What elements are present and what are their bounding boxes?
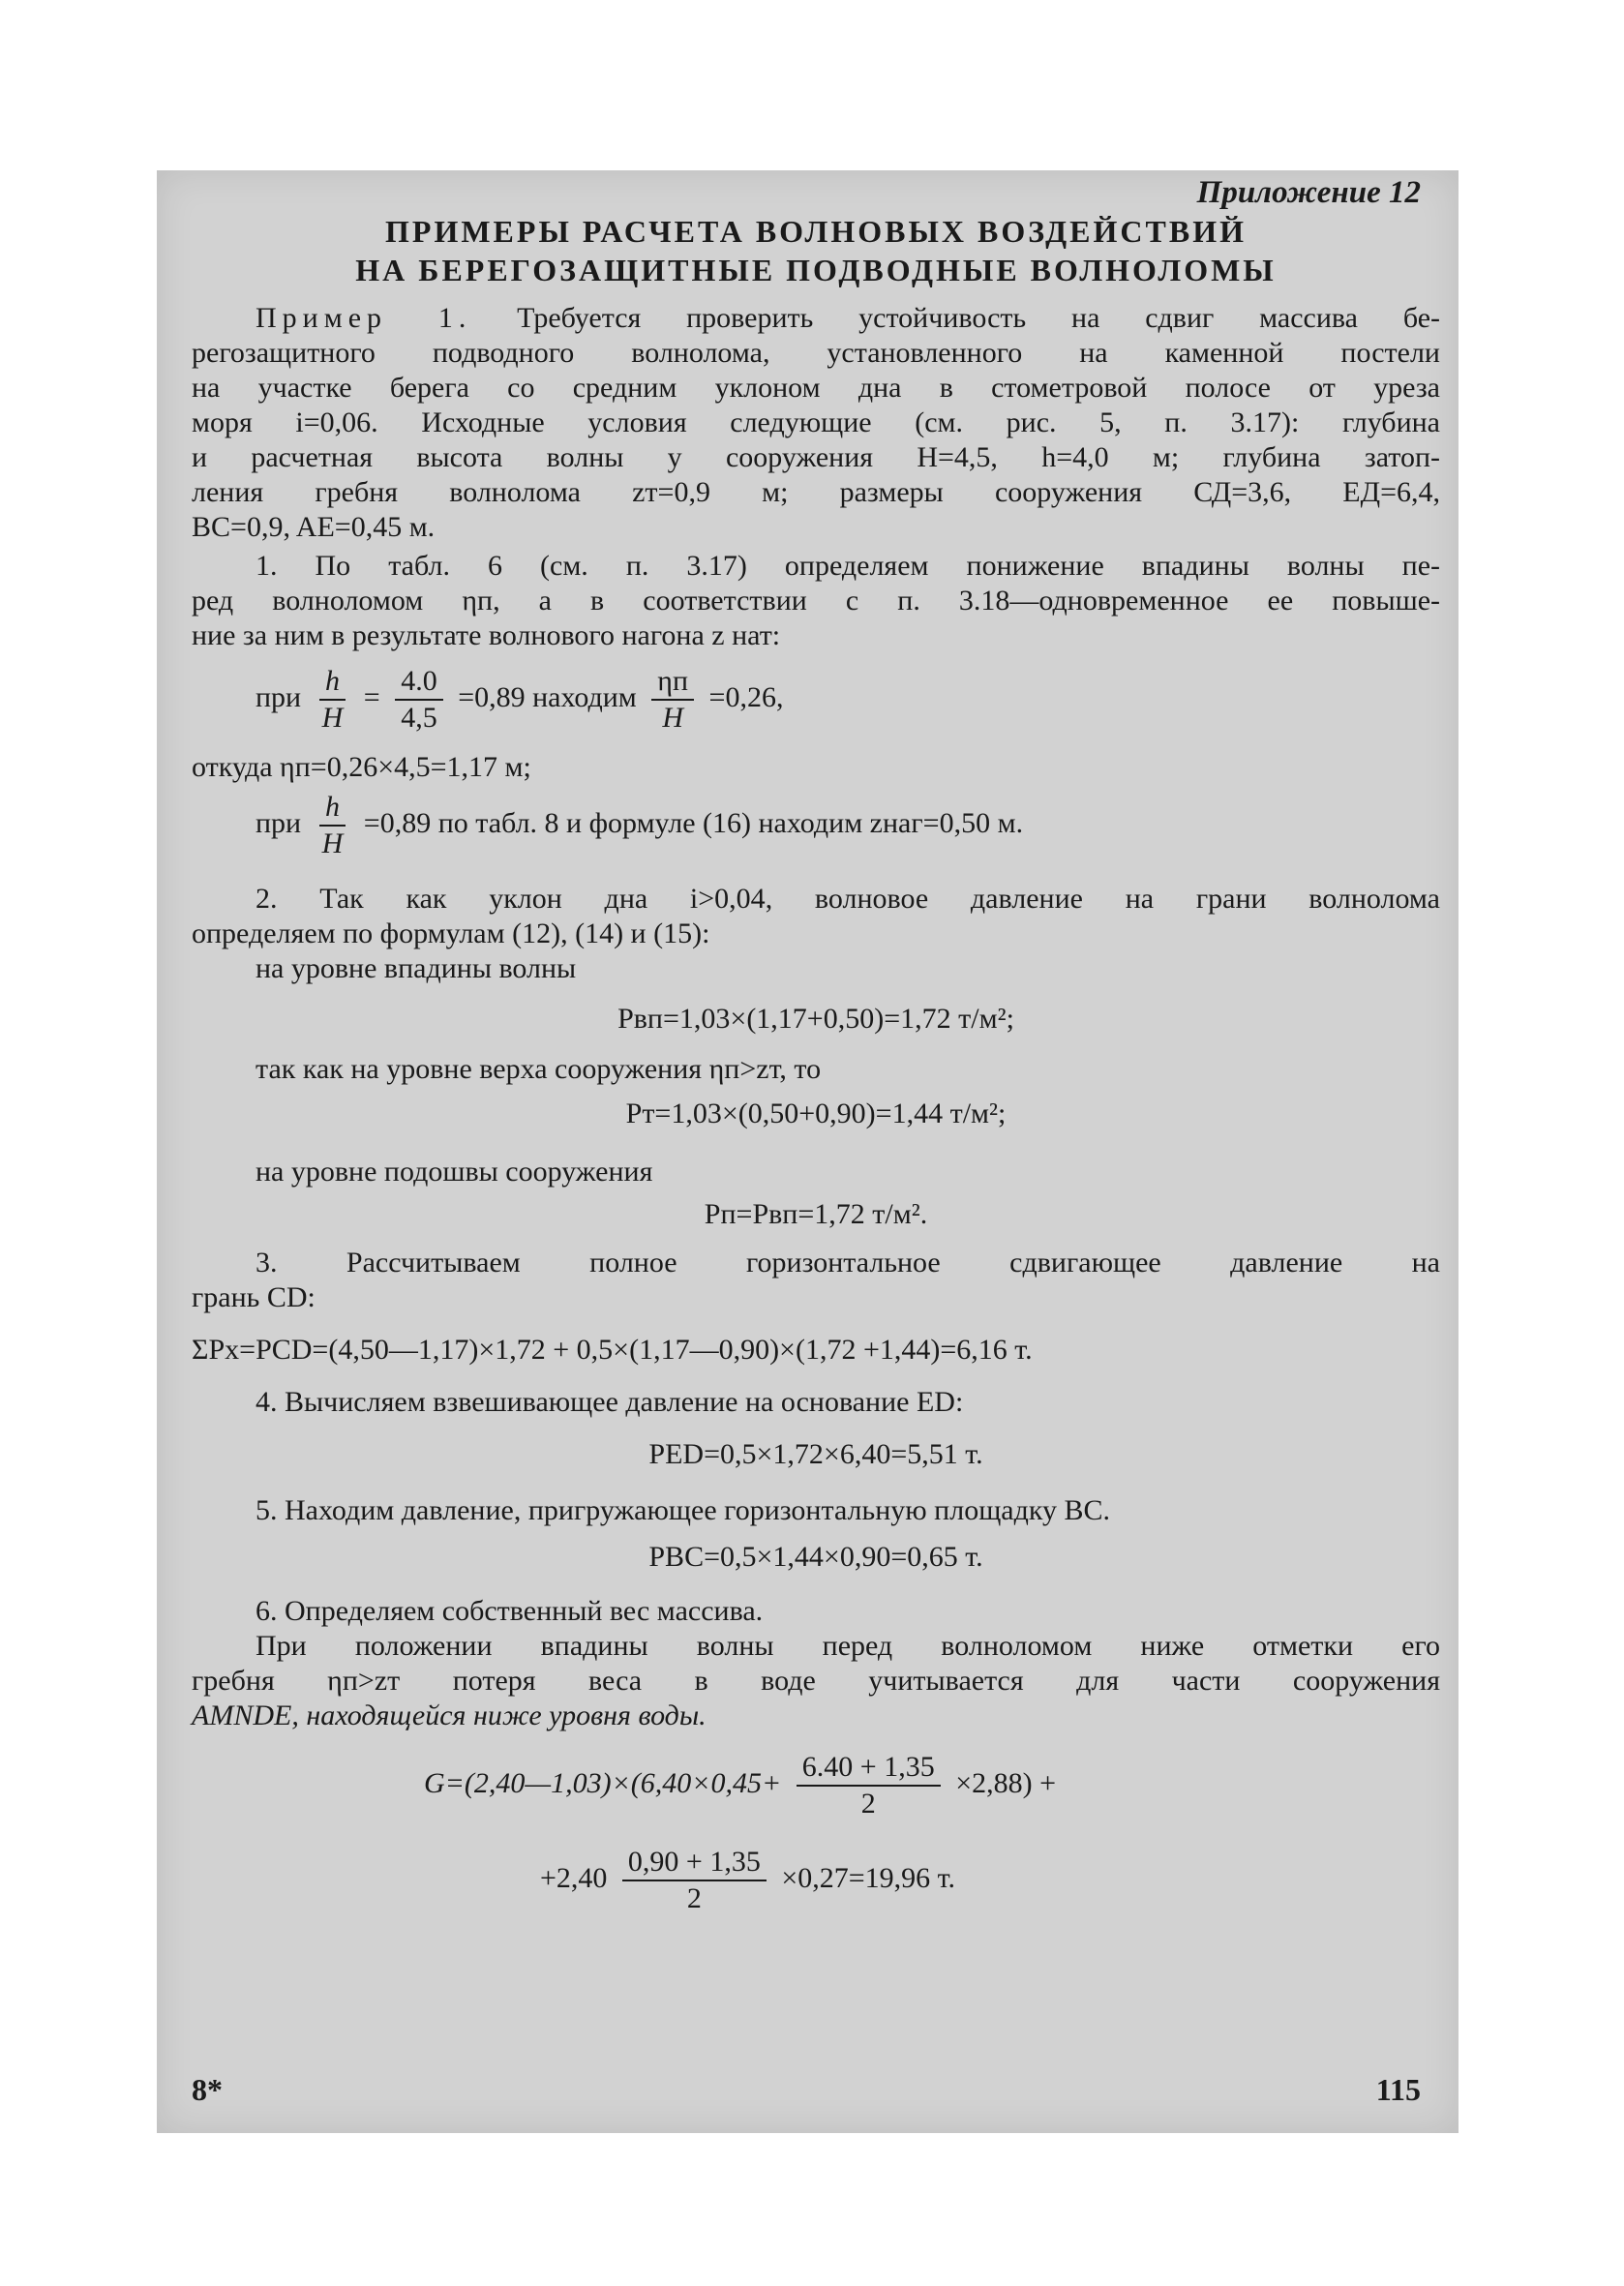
document-page <box>157 170 1459 2133</box>
step2-formula-2: Pт=1,03×(0,50+0,90)=1,44 т/м²; <box>625 1098 1007 1129</box>
step4-formula-1: PED=0,5×1,72×6,40=5,51 т. <box>648 1438 983 1470</box>
step1-line-1: 1. По табл. 6 (см. п. 3.17) определяем понижение впадины волны пе- <box>256 550 1440 582</box>
fraction-eta-over-H: $\frac{\eta п}{H}$ <box>651 664 694 736</box>
step1-formula-3: при $\frac{h}{H}$ =0,89 по табл. 8 и формуле (16) находим zнаг=0,50 м. <box>256 791 1024 859</box>
weight-formula-line-1: G=(2,40—1,03)×(6,40×0,45+ $\frac{6.40 + 1,35}{2}$ ×2,88) + <box>424 1751 1057 1820</box>
example-line-7: BC=0,9, AE=0,45 м. <box>192 511 436 543</box>
step2-line-3: на уровне впадины волны <box>256 952 577 984</box>
example-line-1: Пример 1. Требуется проверить устойчивость на сдвиг массива бе- <box>256 302 1440 334</box>
step2-text-3: на уровне подошвы сооружения <box>256 1156 653 1188</box>
fraction-h-over-H-2: $\frac{h}{H}$ <box>316 790 349 861</box>
step2-line-2: определяем по формулам (12), (14) и (15): <box>192 917 710 949</box>
example-line-6: ления гребня волнолома zт=0,9 м; размеры сооружения СД=3,6, ЕД=6,4, <box>192 476 1440 508</box>
signature-mark: 8* <box>192 2072 223 2107</box>
example-line-3: на участке берега со средним уклоном дна в стометровой полосе от уреза <box>192 372 1440 404</box>
step3-formula-1: ΣPx=PCD=(4,50—1,17)×1,72 + 0,5×(1,17—0,90)×(1,72 +1,44)=6,16 т. <box>192 1334 1033 1366</box>
step6-line-1: 6. Определяем собственный вес массива. <box>256 1595 764 1627</box>
fraction-values: $\frac{4.0}{4,5}$ <box>395 664 443 736</box>
step2-text-2: так как на уровне верха сооружения ηп>zт, то <box>256 1053 822 1085</box>
step1-formula-1: при $\frac{h}{H}$ = $\frac{4.0}{4,5}$ =0,89 находим $\frac{\eta п}{H}$ =0,26, <box>256 665 784 734</box>
step1-line-3: ние за ним в результате волнового нагона z нат: <box>192 619 781 651</box>
step6-line-3: гребня ηп>zт потеря веса в воде учитывается для части сооружения <box>192 1665 1440 1697</box>
fraction-g2: $\frac{0,90 + 1,35}{2}$ <box>622 1845 767 1916</box>
fraction-h-over-H: $\frac{h}{H}$ <box>316 664 349 736</box>
step6-line-2: При положении впадины волны перед волноломом ниже отметки его <box>256 1630 1440 1662</box>
step3-line-2: грань CD: <box>192 1281 316 1313</box>
appendix-label: Приложение 12 <box>1196 175 1421 210</box>
title-line-2: НА БЕРЕГОЗАЩИТНЫЕ ПОДВОДНЫЕ ВОЛНОЛОМЫ <box>355 253 1277 287</box>
step6-line-4: AMNDE, находящейся ниже уровня воды. <box>192 1699 707 1731</box>
example-label: Пример 1. <box>256 302 472 334</box>
step5-line: 5. Находим давление, пригружающее горизонтальную площадку BC. <box>256 1494 1111 1526</box>
step3-line-1: 3. Рассчитываем полное горизонтальное сдвигающее давление на <box>256 1247 1440 1278</box>
page-number: 115 <box>1375 2072 1421 2107</box>
example-line-4: моря i=0,06. Исходные условия следующие (см. рис. 5, п. 3.17): глубина <box>192 406 1440 438</box>
step2-formula-3: Pп=Pвп=1,72 т/м². <box>704 1198 928 1230</box>
step2-line-1: 2. Так как уклон дна i>0,04, волновое давление на грани волнолома <box>256 883 1440 915</box>
fraction-g1: $\frac{6.40 + 1,35}{2}$ <box>797 1750 941 1821</box>
weight-formula-line-2: +2,40 $\frac{0,90 + 1,35}{2}$ ×0,27=19,96 т. <box>540 1846 956 1914</box>
step1-formula-2: откуда ηп=0,26×4,5=1,17 м; <box>192 751 531 783</box>
example-line-5: и расчетная высота волны у сооружения H=4,5, h=4,0 м; глубина затоп- <box>192 441 1440 473</box>
step1-line-2: ред волноломом ηп, а в соответствии с п. 3.18—одновременное ее повыше- <box>192 585 1440 617</box>
example-line-2: регозащитного подводного волнолома, установленного на каменной постели <box>192 337 1440 369</box>
step2-formula-1: Pвп=1,03×(1,17+0,50)=1,72 т/м²; <box>617 1003 1014 1035</box>
step5-formula-1: PBC=0,5×1,44×0,90=0,65 т. <box>648 1541 983 1573</box>
step4-line: 4. Вычисляем взвешивающее давление на основание ED: <box>256 1386 964 1418</box>
title-line-1: ПРИМЕРЫ РАСЧЕТА ВОЛНОВЫХ ВОЗДЕЙСТВИЙ <box>385 214 1247 249</box>
